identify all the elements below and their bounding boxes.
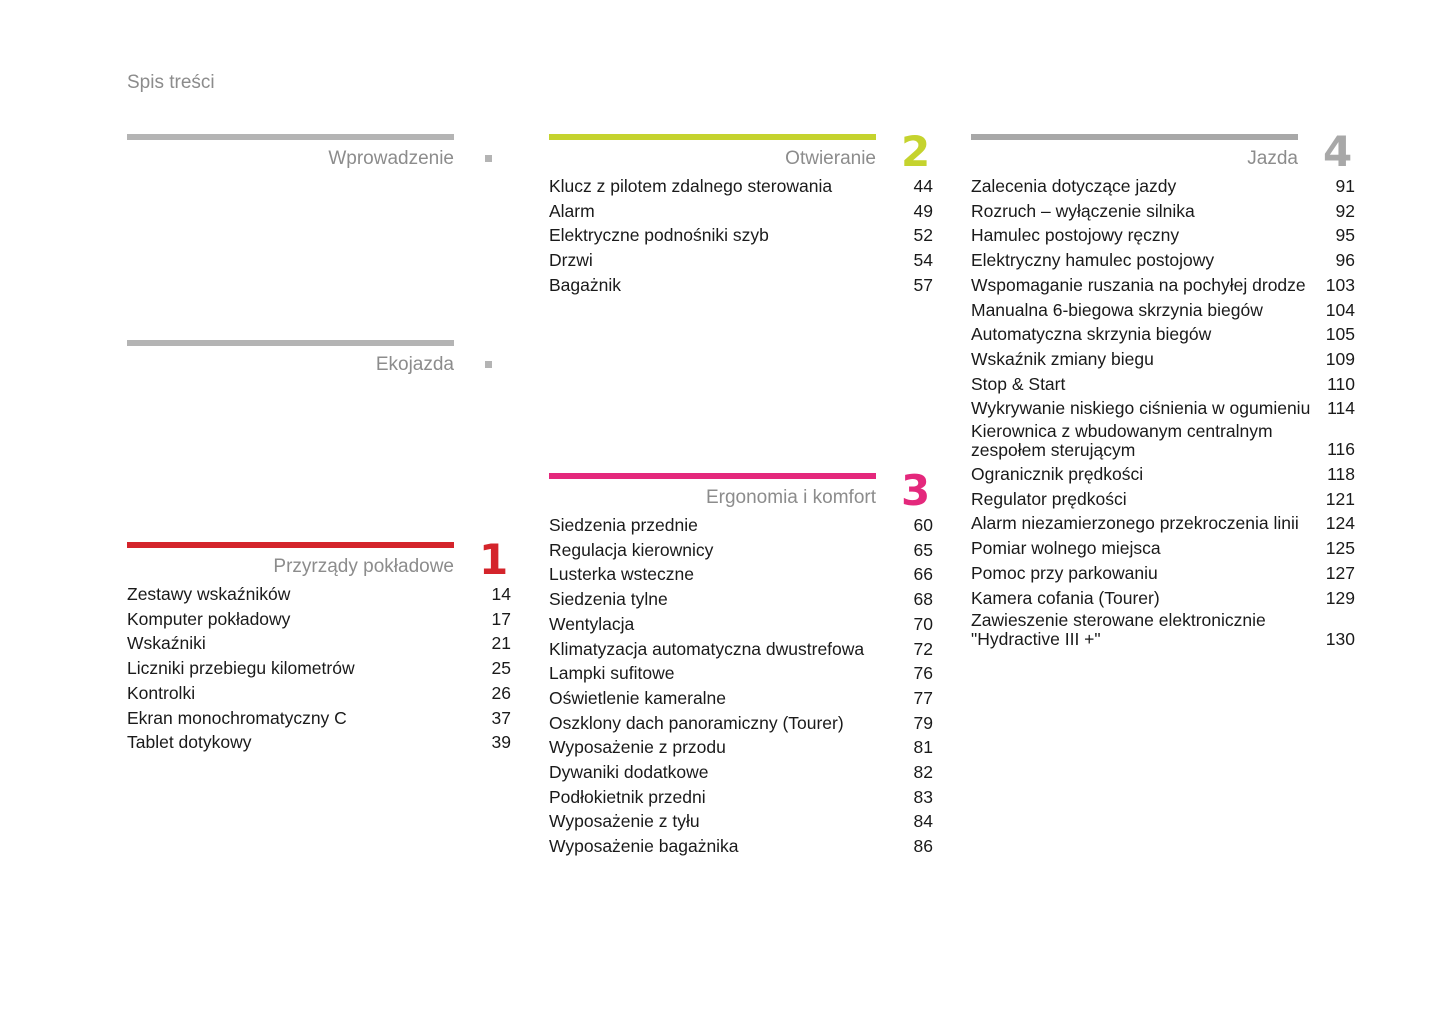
toc-entry-label: Tablet dotykowy <box>127 732 252 753</box>
toc-entry-label: Drzwi <box>549 250 593 271</box>
toc-entry-label: Kontrolki <box>127 682 196 703</box>
toc-entry-page: 14 <box>491 584 511 604</box>
toc-entry-label: Regulacja kierownicy <box>549 539 714 560</box>
toc-entry[interactable] <box>549 785 933 810</box>
section-marker-icon <box>485 361 492 368</box>
toc-entry-page: 21 <box>491 633 511 654</box>
toc-entry-page: 68 <box>913 589 933 610</box>
toc-entry-label: Manualna 6-biegowa skrzynia biegów <box>971 299 1263 320</box>
toc-entry-page: 109 <box>1325 348 1355 369</box>
toc-entry-label: Dywaniki dodatkowe <box>549 762 709 783</box>
toc-entry-page: 83 <box>913 786 933 807</box>
toc-entry-label: Automatyczna skrzynia biegów <box>971 324 1212 345</box>
toc-entry[interactable] <box>127 582 511 607</box>
toc-entry-page: 84 <box>913 811 933 832</box>
toc-entry-page: 116 <box>1327 439 1355 460</box>
page-title: Spis treści <box>127 72 215 93</box>
toc-entry[interactable] <box>971 273 1355 298</box>
toc-entry-page: 82 <box>913 762 933 783</box>
toc-entry-label: Wskaźnik zmiany biegu <box>971 348 1154 369</box>
toc-entry-label: Lusterka wsteczne <box>549 564 694 585</box>
section-bar <box>549 134 876 140</box>
toc-entry-label: Zawieszenie sterowane elektronicznie "Hydractive III +" <box>971 610 1266 650</box>
toc-entry-page: 124 <box>1325 513 1355 534</box>
toc-entry-page: 105 <box>1325 324 1355 345</box>
toc-entry-page: 70 <box>913 613 933 634</box>
section-ergonomia <box>549 466 933 859</box>
section-marker-icon <box>485 155 492 162</box>
entry-list <box>549 174 933 298</box>
section-bar <box>549 473 876 479</box>
toc-entry-label: Zalecenia dotyczące jazdy <box>971 176 1177 196</box>
toc-entry-label: Hamulec postojowy ręczny <box>971 225 1180 246</box>
toc-entry[interactable] <box>549 174 933 199</box>
toc-entry[interactable] <box>971 298 1355 323</box>
toc-entry[interactable] <box>971 511 1355 536</box>
toc-entry[interactable] <box>127 681 511 706</box>
toc-entry[interactable] <box>127 730 511 755</box>
toc-entry-page: 125 <box>1325 538 1355 559</box>
entry-list <box>549 513 933 859</box>
toc-entry[interactable] <box>549 661 933 686</box>
toc-entry-label: Lampki sufitowe <box>549 663 675 684</box>
section-heading[interactable]: Ergonomia i komfort <box>705 487 876 508</box>
toc-entry[interactable] <box>971 199 1355 224</box>
toc-entry[interactable] <box>549 735 933 760</box>
toc-entry-label: Pomiar wolnego miejsca <box>971 538 1161 559</box>
toc-entry[interactable] <box>549 760 933 785</box>
toc-entry[interactable] <box>971 248 1355 273</box>
toc-entry[interactable] <box>971 347 1355 372</box>
toc-entry-label: Wyposażenie bagażnika <box>549 836 739 857</box>
toc-entry[interactable] <box>127 706 511 731</box>
section-jazda <box>971 127 1355 651</box>
toc-entry[interactable] <box>971 610 1355 651</box>
toc-entry-page: 103 <box>1325 274 1355 295</box>
toc-entry-label: Komputer pokładowy <box>127 608 291 629</box>
toc-entry-page: 110 <box>1327 373 1355 394</box>
section-number: 1 <box>479 535 509 584</box>
section-number: 2 <box>901 127 931 176</box>
toc-entry-page: 76 <box>913 663 933 684</box>
toc-entry-page: 39 <box>491 732 511 753</box>
toc-entry[interactable] <box>971 421 1355 462</box>
toc-entry-page: 60 <box>913 515 933 535</box>
toc-entry-page: 129 <box>1325 587 1355 608</box>
toc-entry[interactable] <box>549 273 933 298</box>
toc-entry-label: Liczniki przebiegu kilometrów <box>127 658 355 679</box>
toc-entry-label: Wskaźniki <box>127 633 206 654</box>
toc-entry-label: Ogranicznik prędkości <box>971 464 1144 485</box>
toc-entry[interactable] <box>971 561 1355 586</box>
toc-entry-page: 52 <box>913 225 933 246</box>
toc-entry-page: 17 <box>491 608 511 629</box>
toc-entry[interactable] <box>127 607 511 632</box>
toc-entry[interactable] <box>127 656 511 681</box>
toc-entry-page: 121 <box>1325 488 1355 509</box>
section-heading[interactable]: Ekojazda <box>375 354 454 375</box>
toc-entry-page: 114 <box>1327 398 1355 419</box>
toc-entry-page: 49 <box>913 200 933 221</box>
toc-entry-label: Wyposażenie z przodu <box>549 737 726 758</box>
toc-entry-page: 25 <box>491 658 511 679</box>
toc-entry-label: Pomoc przy parkowaniu <box>971 562 1158 583</box>
toc-entry[interactable] <box>549 513 933 538</box>
toc-entry-label: Wyposażenie z tyłu <box>549 811 700 832</box>
toc-entry[interactable] <box>549 637 933 662</box>
toc-entry-label: Siedzenia przednie <box>549 515 698 535</box>
toc-entry[interactable] <box>971 487 1355 512</box>
toc-entry-label: Kamera cofania (Tourer) <box>971 587 1160 608</box>
toc-entry-label: Alarm niezamierzonego przekroczenia linii <box>971 513 1299 534</box>
toc-entry[interactable] <box>549 834 933 859</box>
toc-entry[interactable] <box>971 174 1355 199</box>
toc-entry-label: Bagażnik <box>549 274 621 295</box>
toc-entry-label: Rozruch – wyłączenie silnika <box>971 200 1195 221</box>
toc-entry-page: 95 <box>1335 225 1355 246</box>
toc-entry-label: Podłokietnik przedni <box>549 786 706 807</box>
toc-entry-page: 91 <box>1335 176 1355 196</box>
section-heading[interactable]: Jazda <box>1247 148 1298 169</box>
entry-list <box>127 582 511 755</box>
toc-entry-page: 72 <box>913 638 933 659</box>
section-bar <box>971 134 1298 140</box>
toc-entry[interactable] <box>549 809 933 834</box>
toc-entry-label: Ekran monochromatyczny C <box>127 707 347 728</box>
toc-entry-page: 96 <box>1335 250 1355 271</box>
section-przyrzady <box>127 535 511 755</box>
toc-entry-page: 127 <box>1325 562 1355 583</box>
toc-entry-page: 81 <box>913 737 933 758</box>
section-heading[interactable]: Otwieranie <box>785 148 876 169</box>
section-bar <box>127 340 454 346</box>
toc-entry-page: 65 <box>913 539 933 560</box>
toc-entry-page: 86 <box>913 836 933 857</box>
toc-entry-page: 54 <box>913 250 933 271</box>
toc-entry[interactable] <box>549 612 933 637</box>
toc-entry-label: Oszklony dach panoramiczny (Tourer) <box>549 712 844 733</box>
toc-entry-label: Kierownica z wbudowanym centralnym zespołem sterującym <box>971 421 1273 461</box>
toc-entry-page: 104 <box>1325 299 1355 320</box>
toc-entry[interactable] <box>549 538 933 563</box>
section-number: 4 <box>1323 127 1353 176</box>
section-bar <box>127 134 454 140</box>
toc-entry-label: Wspomaganie ruszania na pochyłej drodze <box>971 274 1306 295</box>
toc-entry[interactable] <box>971 372 1355 397</box>
toc-entry-label: Wykrywanie niskiego ciśnienia w ogumieniu <box>971 398 1311 419</box>
toc-entry-page: 66 <box>913 564 933 585</box>
toc-entry-page: 44 <box>913 176 933 196</box>
toc-entry-label: Oświetlenie kameralne <box>549 687 727 708</box>
toc-entry[interactable] <box>971 536 1355 561</box>
entry-list <box>971 174 1355 651</box>
toc-entry-label: Alarm <box>549 200 595 221</box>
toc-entry[interactable] <box>549 686 933 711</box>
toc-entry[interactable] <box>549 711 933 736</box>
toc-entry-label: Zestawy wskaźników <box>127 584 291 604</box>
toc-entry-label: Elektryczne podnośniki szyb <box>549 225 769 246</box>
toc-entry-page: 92 <box>1335 200 1355 221</box>
section-heading[interactable]: Wprowadzenie <box>328 148 454 169</box>
section-wprowadzenie <box>127 134 454 170</box>
toc-entry[interactable] <box>549 248 933 273</box>
toc-entry[interactable] <box>127 631 511 656</box>
toc-entry-page: 26 <box>491 682 511 703</box>
toc-entry[interactable] <box>549 587 933 612</box>
toc-entry-label: Klucz z pilotem zdalnego sterowania <box>549 176 833 196</box>
toc-entry-page: 57 <box>913 274 933 295</box>
toc-entry-label: Klimatyzacja automatyczna dwustrefowa <box>549 638 865 659</box>
toc-entry[interactable] <box>971 223 1355 248</box>
toc-entry-label: Regulator prędkości <box>971 488 1127 509</box>
toc-entry-label: Stop & Start <box>971 373 1066 394</box>
toc-entry[interactable] <box>971 322 1355 347</box>
section-ekojazda <box>127 340 454 376</box>
section-heading[interactable]: Przyrządy pokładowe <box>273 556 454 577</box>
toc-entry[interactable] <box>549 562 933 587</box>
toc-entry-label: Elektryczny hamulec postojowy <box>971 250 1215 271</box>
toc-entry-page: 77 <box>913 687 933 708</box>
section-number: 3 <box>901 466 931 515</box>
toc-entry-label: Siedzenia tylne <box>549 589 668 610</box>
section-otwieranie <box>549 127 933 298</box>
toc-entry-page: 79 <box>913 712 933 733</box>
toc-entry[interactable] <box>549 223 933 248</box>
section-bar <box>127 542 454 548</box>
toc-entry[interactable] <box>971 396 1355 421</box>
toc-entry-page: 118 <box>1327 464 1355 485</box>
toc-entry[interactable] <box>971 462 1355 487</box>
toc-entry-label: Wentylacja <box>549 613 635 634</box>
toc-entry[interactable] <box>549 199 933 224</box>
toc-entry-page: 37 <box>491 707 511 728</box>
toc-entry[interactable] <box>971 586 1355 611</box>
toc-entry-page: 130 <box>1325 628 1355 649</box>
